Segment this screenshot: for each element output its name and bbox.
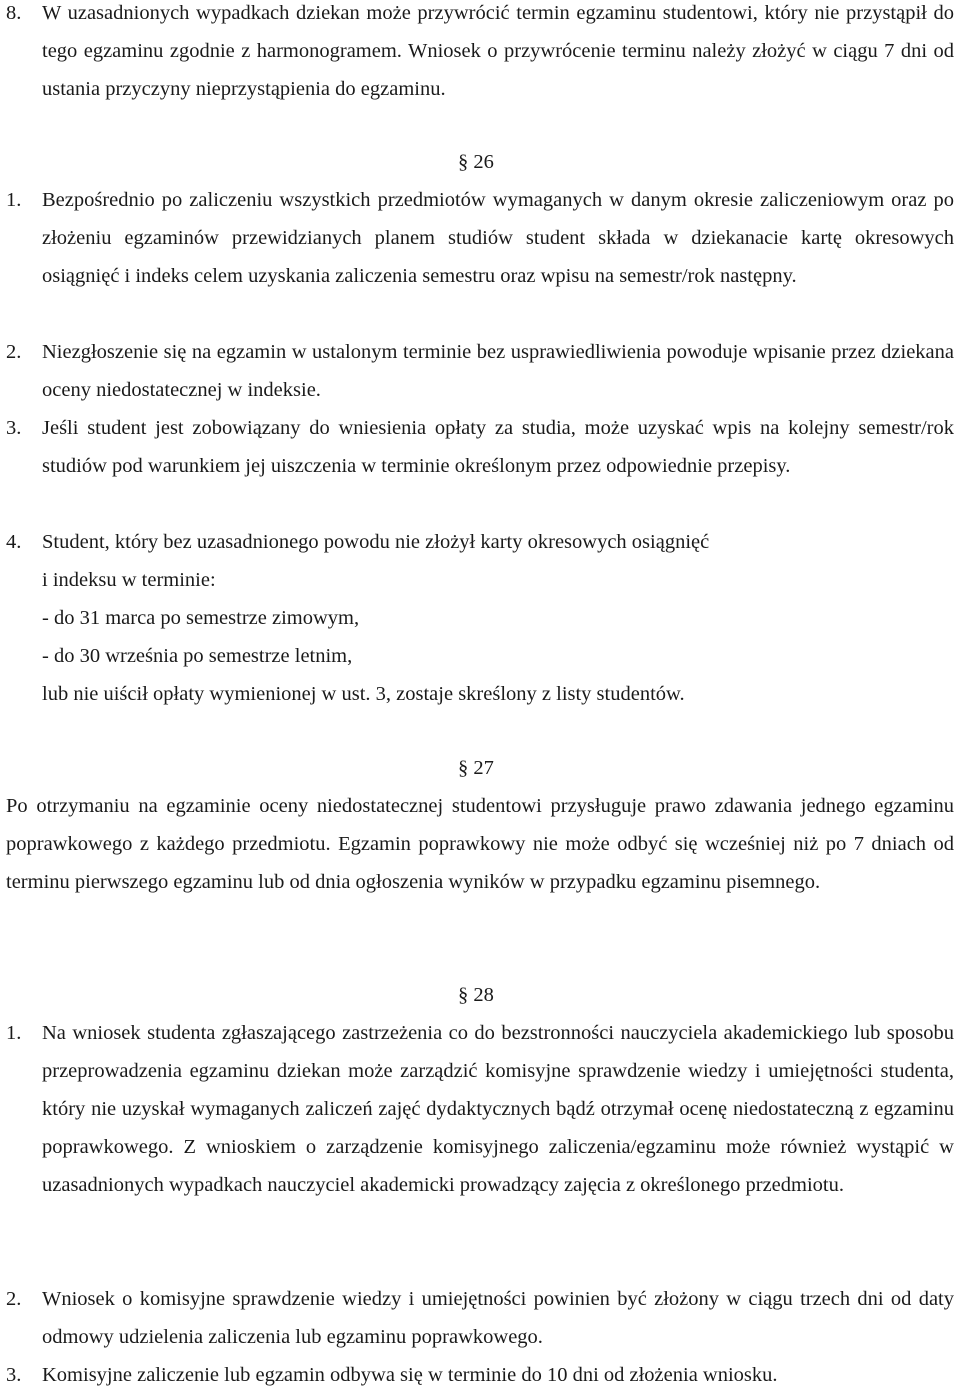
item-line: i indeksu w terminie: [42,569,216,591]
section-heading-28: § 28 [458,984,494,1006]
list-item [6,0,954,108]
item-text: Bezpośrednio po zaliczeniu wszystkich przedmiotów wymaganych w danym okresie zaliczeniowym oraz po złożeniu egzaminów przewidzianych planem studiów student składa w dziekanacie kartę okresowych osiągnięć i indeks celem uzyskania zaliczenia semestru oraz wpisu na semestr/rok następny. [42,189,954,287]
list-item [6,333,954,409]
item-line: lub nie uiścił opłaty wymienionej w ust. 3, zostaje skreślony z listy studentów. [42,683,685,705]
section-heading-26: § 26 [458,151,494,173]
item-number: 2. [6,1288,22,1310]
item-number: 1. [6,189,22,211]
item-number: 1. [6,1022,22,1044]
item-text: Na wniosek studenta zgłaszającego zastrzeżenia co do bezstronności nauczyciela akademickiego lub sposobu przeprowadzenia egzaminu dziekan może zarządzić komisyjne sprawdzenie wiedzy i umiejętności studenta, który nie uzyskał wymaganych zaliczeń zajęć dydaktycznych bądź otrzymał ocenę niedostateczną z egzaminu poprawkowego. Z wnioskiem o zarządzenie komisyjnego zaliczenia/egzaminu może również wystąpić w uzasadnionych wypadkach nauczyciel akademicki prowadzący zajęcia z określonego przedmiotu. [42,1022,954,1196]
item-number: 2. [6,341,22,363]
item-number: 3. [6,1364,22,1386]
item-text: Jeśli student jest zobowiązany do wniesienia opłaty za studia, może uzyskać wpis na kolejny semestr/rok studiów pod warunkiem jej uiszczenia w terminie określonym przez odpowiednie przepisy. [42,417,954,477]
item-line: - do 30 września po semestrze letnim, [42,645,353,667]
item-text: W uzasadnionych wypadkach dziekan może przywrócić termin egzaminu studentowi, który nie przystąpił do tego egzaminu zgodnie z harmonogramem. Wniosek o przywrócenie terminu należy złożyć w ciągu 7 dni od ustania przyczyny nieprzystąpienia do egzaminu. [42,2,954,100]
item-text: Niezgłoszenie się na egzamin w ustalonym terminie bez usprawiedliwienia powoduje wpisanie przez dziekana oceny niedostatecznej w indeksie. [42,341,954,401]
list-item [6,409,954,485]
item-number: 4. [6,531,22,553]
item-text: Komisyjne zaliczenie lub egzamin odbywa się w terminie do 10 dni od złożenia wniosku. [42,1364,778,1386]
list-item [6,523,954,713]
list-item [6,181,954,295]
paragraph: Po otrzymaniu na egzaminie oceny niedostatecznej studentowi przysługuje prawo zdawania jednego egzaminu poprawkowego z każdego przedmiotu. Egzamin poprawkowy nie może odbyć się wcześniej niż po 7 dniach od terminu pierwszego egzaminu lub od dnia ogłoszenia wyników w przypadku egzaminu pisemnego. [6,795,954,893]
list-item [6,1014,954,1204]
list-item [6,1280,954,1356]
item-text: Wniosek o komisyjne sprawdzenie wiedzy i umiejętności powinien być złożony w ciągu trzech dni od daty odmowy udzielenia zaliczenia lub egzaminu poprawkowego. [42,1288,954,1348]
item-text [42,523,954,713]
item-number: 8. [6,2,22,24]
item-line: - do 31 marca po semestrze zimowym, [42,607,360,629]
item-number: 3. [6,417,22,439]
list-item [6,1356,954,1394]
item-line: Student, który bez uzasadnionego powodu nie złożył karty okresowych osiągnięć [42,531,710,553]
section-heading-27: § 27 [458,757,494,779]
